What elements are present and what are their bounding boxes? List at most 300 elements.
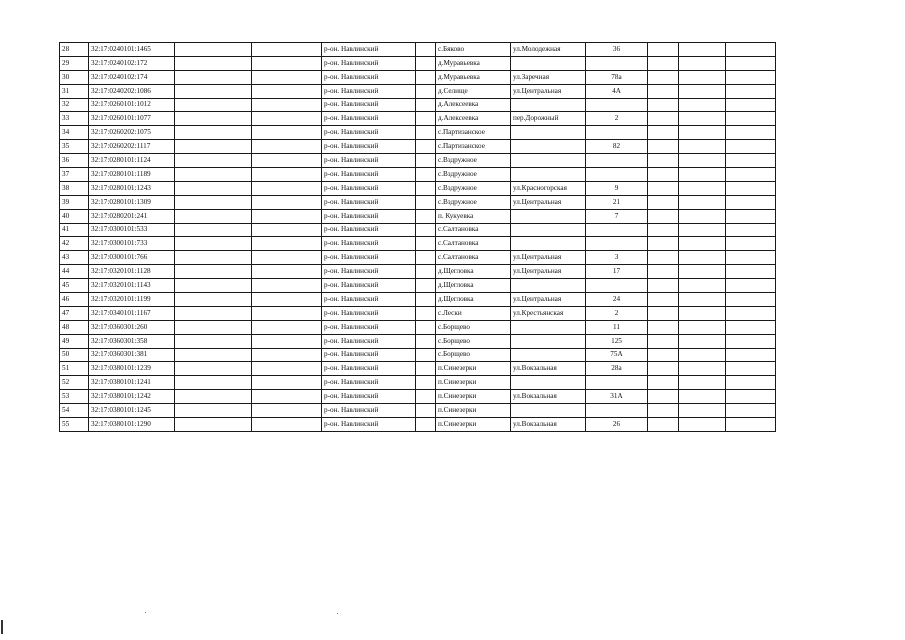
cell-street	[511, 209, 586, 223]
table-row	[60, 70, 776, 84]
cell-empty	[416, 293, 436, 307]
cell-cadastral-number: 32:17:0260101:1077	[89, 112, 175, 126]
cell-empty	[726, 418, 776, 432]
cell-cadastral-number: 32:17:0240101:1465	[89, 43, 175, 57]
cell-empty	[726, 306, 776, 320]
cell-empty	[252, 98, 322, 112]
cell-street: ул.Центральная	[511, 265, 586, 279]
cell-empty	[726, 209, 776, 223]
cell-empty	[175, 320, 252, 334]
cell-house-number: 9	[586, 181, 648, 195]
cell-empty	[648, 126, 679, 140]
cell-empty	[726, 293, 776, 307]
cell-empty	[726, 168, 776, 182]
cell-empty	[416, 279, 436, 293]
cell-row-number: 36	[60, 154, 89, 168]
cell-empty	[648, 168, 679, 182]
scan-edge-mark	[1, 620, 3, 634]
cell-cadastral-number: 32:17:0240102:174	[89, 70, 175, 84]
cell-house-number	[586, 404, 648, 418]
cell-empty	[416, 265, 436, 279]
cell-settlement: с.Вздружное	[436, 195, 511, 209]
cell-empty	[416, 168, 436, 182]
cell-settlement: с.Партизанское	[436, 140, 511, 154]
cell-district: р-он. Навлинский	[322, 293, 416, 307]
cell-empty	[648, 376, 679, 390]
cell-empty	[726, 334, 776, 348]
cell-empty	[416, 56, 436, 70]
cell-district: р-он. Навлинский	[322, 126, 416, 140]
cell-house-number	[586, 237, 648, 251]
cell-empty	[416, 237, 436, 251]
cell-row-number: 46	[60, 293, 89, 307]
cell-empty	[175, 43, 252, 57]
cell-empty	[726, 237, 776, 251]
cell-house-number	[586, 154, 648, 168]
cell-empty	[416, 418, 436, 432]
cell-district: р-он. Навлинский	[322, 251, 416, 265]
cell-empty	[416, 209, 436, 223]
cell-settlement: п.Синезерки	[436, 418, 511, 432]
cell-empty	[416, 320, 436, 334]
cell-district: р-он. Навлинский	[322, 223, 416, 237]
cell-empty	[648, 56, 679, 70]
cell-district: р-он. Навлинский	[322, 306, 416, 320]
scan-speck	[337, 613, 338, 614]
cell-empty	[416, 70, 436, 84]
table-row	[60, 306, 776, 320]
table-row	[60, 195, 776, 209]
cell-settlement: д.Селище	[436, 84, 511, 98]
cell-empty	[726, 265, 776, 279]
cell-empty	[679, 168, 726, 182]
cell-district: р-он. Навлинский	[322, 140, 416, 154]
cell-empty	[252, 404, 322, 418]
cell-empty	[648, 390, 679, 404]
cell-empty	[416, 376, 436, 390]
table-row	[60, 293, 776, 307]
cell-empty	[648, 265, 679, 279]
cell-empty	[252, 84, 322, 98]
cell-district: р-он. Навлинский	[322, 390, 416, 404]
cell-empty	[416, 140, 436, 154]
cell-empty	[648, 84, 679, 98]
cell-empty	[252, 320, 322, 334]
cell-row-number: 49	[60, 334, 89, 348]
cell-district: р-он. Навлинский	[322, 320, 416, 334]
cell-cadastral-number: 32:17:0380101:1239	[89, 362, 175, 376]
cell-empty	[252, 237, 322, 251]
table-row	[60, 98, 776, 112]
cell-house-number: 3	[586, 251, 648, 265]
cell-empty	[648, 43, 679, 57]
cell-empty	[726, 376, 776, 390]
cell-district: р-он. Навлинский	[322, 181, 416, 195]
cell-district: р-он. Навлинский	[322, 154, 416, 168]
cell-empty	[679, 418, 726, 432]
cell-row-number: 28	[60, 43, 89, 57]
cell-house-number	[586, 98, 648, 112]
cell-row-number: 55	[60, 418, 89, 432]
cell-empty	[726, 195, 776, 209]
cell-settlement: п.Синезерки	[436, 376, 511, 390]
cell-street: ул.Вокзальная	[511, 362, 586, 376]
cell-empty	[175, 112, 252, 126]
cell-row-number: 35	[60, 140, 89, 154]
cell-empty	[416, 181, 436, 195]
cell-empty	[252, 418, 322, 432]
cell-empty	[252, 56, 322, 70]
cell-empty	[726, 404, 776, 418]
cell-empty	[648, 237, 679, 251]
cell-empty	[416, 43, 436, 57]
cell-cadastral-number: 32:17:0260101:1012	[89, 98, 175, 112]
cell-settlement: с.Бяково	[436, 43, 511, 57]
cell-empty	[252, 140, 322, 154]
cell-empty	[416, 404, 436, 418]
cell-district: р-он. Навлинский	[322, 209, 416, 223]
cell-empty	[726, 279, 776, 293]
cell-empty	[726, 56, 776, 70]
cell-house-number: 26	[586, 418, 648, 432]
cell-settlement: п.Синезерки	[436, 404, 511, 418]
cell-empty	[648, 209, 679, 223]
cell-cadastral-number: 32:17:0240102:172	[89, 56, 175, 70]
cell-row-number: 48	[60, 320, 89, 334]
cell-cadastral-number: 32:17:0380101:1241	[89, 376, 175, 390]
cell-empty	[726, 154, 776, 168]
cell-house-number: 31А	[586, 390, 648, 404]
cell-empty	[648, 404, 679, 418]
cell-empty	[648, 251, 679, 265]
cell-street	[511, 56, 586, 70]
cell-street	[511, 223, 586, 237]
cell-row-number: 42	[60, 237, 89, 251]
cell-empty	[175, 293, 252, 307]
cell-empty	[252, 112, 322, 126]
cell-empty	[252, 376, 322, 390]
cell-empty	[679, 237, 726, 251]
cell-settlement: д.Муравьевка	[436, 56, 511, 70]
cell-row-number: 40	[60, 209, 89, 223]
cell-empty	[648, 362, 679, 376]
cell-house-number: 82	[586, 140, 648, 154]
cell-street: ул.Центральная	[511, 84, 586, 98]
cell-settlement: п. Кукуевка	[436, 209, 511, 223]
cell-empty	[175, 98, 252, 112]
cell-empty	[252, 223, 322, 237]
cell-district: р-он. Навлинский	[322, 112, 416, 126]
cell-empty	[175, 237, 252, 251]
cell-empty	[416, 195, 436, 209]
cell-district: р-он. Навлинский	[322, 279, 416, 293]
cell-empty	[175, 195, 252, 209]
cell-row-number: 47	[60, 306, 89, 320]
cell-empty	[726, 140, 776, 154]
cell-empty	[175, 70, 252, 84]
cell-empty	[175, 181, 252, 195]
cell-empty	[726, 84, 776, 98]
cell-empty	[679, 70, 726, 84]
cell-empty	[648, 223, 679, 237]
cell-empty	[416, 154, 436, 168]
cell-cadastral-number: 32:17:0360301:260	[89, 320, 175, 334]
cell-empty	[679, 306, 726, 320]
cell-street	[511, 140, 586, 154]
cell-street: ул.Красногорская	[511, 181, 586, 195]
cell-empty	[679, 404, 726, 418]
cell-empty	[726, 70, 776, 84]
cell-house-number	[586, 126, 648, 140]
cell-settlement: с.Борщево	[436, 334, 511, 348]
table-row	[60, 362, 776, 376]
cell-cadastral-number: 32:17:0240202:1086	[89, 84, 175, 98]
cell-street: ул.Вокзальная	[511, 418, 586, 432]
cell-empty	[252, 390, 322, 404]
cell-settlement: с.Салтановка	[436, 251, 511, 265]
cell-empty	[252, 265, 322, 279]
cell-row-number: 31	[60, 84, 89, 98]
cell-empty	[648, 418, 679, 432]
cell-empty	[648, 112, 679, 126]
cell-empty	[726, 126, 776, 140]
cell-empty	[252, 279, 322, 293]
cell-empty	[726, 320, 776, 334]
cell-empty	[679, 154, 726, 168]
cell-row-number: 41	[60, 223, 89, 237]
cell-cadastral-number: 32:17:0260202:1117	[89, 140, 175, 154]
cell-empty	[175, 418, 252, 432]
cell-empty	[252, 209, 322, 223]
cell-district: р-он. Навлинский	[322, 70, 416, 84]
cell-empty	[416, 334, 436, 348]
cell-empty	[252, 251, 322, 265]
cell-empty	[679, 223, 726, 237]
cell-house-number: 75А	[586, 348, 648, 362]
cell-empty	[648, 320, 679, 334]
cell-cadastral-number: 32:17:0260202:1075	[89, 126, 175, 140]
table-row	[60, 209, 776, 223]
cell-district: р-он. Навлинский	[322, 84, 416, 98]
cell-row-number: 38	[60, 181, 89, 195]
cell-empty	[252, 362, 322, 376]
cell-empty	[679, 320, 726, 334]
table-row	[60, 418, 776, 432]
cell-row-number: 34	[60, 126, 89, 140]
table-body	[60, 43, 776, 432]
cell-street	[511, 334, 586, 348]
cell-empty	[679, 279, 726, 293]
cell-cadastral-number: 32:17:0280201:241	[89, 209, 175, 223]
cell-empty	[416, 112, 436, 126]
table-row	[60, 279, 776, 293]
cell-empty	[648, 98, 679, 112]
cell-empty	[175, 265, 252, 279]
cell-empty	[175, 168, 252, 182]
cell-cadastral-number: 32:17:0360301:358	[89, 334, 175, 348]
cell-empty	[252, 195, 322, 209]
cell-empty	[726, 390, 776, 404]
cell-district: р-он. Навлинский	[322, 348, 416, 362]
cell-street	[511, 98, 586, 112]
cell-empty	[416, 306, 436, 320]
cell-settlement: д.Муравьевка	[436, 70, 511, 84]
cell-house-number	[586, 376, 648, 390]
cell-cadastral-number: 32:17:0280101:1189	[89, 168, 175, 182]
cell-empty	[679, 140, 726, 154]
cell-empty	[252, 334, 322, 348]
cell-empty	[648, 348, 679, 362]
table-row	[60, 251, 776, 265]
cell-district: р-он. Навлинский	[322, 98, 416, 112]
cell-row-number: 30	[60, 70, 89, 84]
cell-street	[511, 237, 586, 251]
cell-empty	[175, 404, 252, 418]
cell-empty	[679, 265, 726, 279]
cell-house-number	[586, 223, 648, 237]
cell-street	[511, 126, 586, 140]
cell-empty	[175, 376, 252, 390]
cell-empty	[252, 70, 322, 84]
cell-street	[511, 348, 586, 362]
cell-empty	[679, 43, 726, 57]
cell-street: ул.Центральная	[511, 251, 586, 265]
cell-empty	[648, 334, 679, 348]
table-row	[60, 126, 776, 140]
cell-cadastral-number: 32:17:0320101:1143	[89, 279, 175, 293]
cell-empty	[679, 362, 726, 376]
cell-empty	[416, 126, 436, 140]
cell-house-number	[586, 279, 648, 293]
cell-empty	[648, 306, 679, 320]
cell-row-number: 32	[60, 98, 89, 112]
cell-district: р-он. Навлинский	[322, 168, 416, 182]
cell-house-number: 2	[586, 306, 648, 320]
table-row	[60, 404, 776, 418]
cell-row-number: 43	[60, 251, 89, 265]
cell-street	[511, 154, 586, 168]
cell-empty	[679, 56, 726, 70]
cell-house-number: 17	[586, 265, 648, 279]
cell-house-number: 36	[586, 43, 648, 57]
cell-empty	[175, 209, 252, 223]
cell-empty	[252, 126, 322, 140]
cell-empty	[416, 348, 436, 362]
cell-cadastral-number: 32:17:0380101:1245	[89, 404, 175, 418]
cell-empty	[679, 126, 726, 140]
cell-empty	[679, 376, 726, 390]
cell-district: р-он. Навлинский	[322, 404, 416, 418]
cell-empty	[726, 362, 776, 376]
cell-house-number	[586, 168, 648, 182]
cell-empty	[416, 251, 436, 265]
cell-district: р-он. Навлинский	[322, 237, 416, 251]
cell-street: ул.Центральная	[511, 293, 586, 307]
cell-empty	[175, 279, 252, 293]
cell-row-number: 29	[60, 56, 89, 70]
cell-empty	[252, 43, 322, 57]
cell-settlement: с.Борщево	[436, 348, 511, 362]
cell-settlement: с.Вздружное	[436, 168, 511, 182]
cell-empty	[726, 348, 776, 362]
cell-street	[511, 404, 586, 418]
cell-empty	[175, 251, 252, 265]
cell-empty	[252, 306, 322, 320]
cell-cadastral-number: 32:17:0280101:1124	[89, 154, 175, 168]
table-row	[60, 348, 776, 362]
cell-empty	[416, 98, 436, 112]
cell-settlement: с.Борщево	[436, 320, 511, 334]
cell-empty	[252, 348, 322, 362]
cell-cadastral-number: 32:17:0300101:733	[89, 237, 175, 251]
cell-street	[511, 168, 586, 182]
cell-empty	[252, 181, 322, 195]
cell-house-number: 7	[586, 209, 648, 223]
cell-empty	[416, 223, 436, 237]
cell-empty	[679, 209, 726, 223]
cell-row-number: 45	[60, 279, 89, 293]
cell-row-number: 44	[60, 265, 89, 279]
cell-settlement: с.Партизанское	[436, 126, 511, 140]
cell-empty	[679, 84, 726, 98]
cell-empty	[679, 98, 726, 112]
cell-district: р-он. Навлинский	[322, 418, 416, 432]
cell-empty	[175, 126, 252, 140]
cell-empty	[175, 334, 252, 348]
cell-settlement: с.Вздружное	[436, 154, 511, 168]
cell-empty	[175, 348, 252, 362]
cell-empty	[175, 362, 252, 376]
cell-house-number: 28а	[586, 362, 648, 376]
cell-empty	[175, 306, 252, 320]
cell-street	[511, 376, 586, 390]
cell-street: ул.Заречная	[511, 70, 586, 84]
table-row	[60, 181, 776, 195]
cell-row-number: 33	[60, 112, 89, 126]
table-row	[60, 376, 776, 390]
cell-empty	[252, 154, 322, 168]
cell-cadastral-number: 32:17:0300101:766	[89, 251, 175, 265]
cell-house-number: 78а	[586, 70, 648, 84]
cell-district: р-он. Навлинский	[322, 362, 416, 376]
cell-empty	[679, 293, 726, 307]
cell-settlement: д.Алексеевка	[436, 98, 511, 112]
cell-empty	[726, 181, 776, 195]
cell-empty	[679, 112, 726, 126]
cell-cadastral-number: 32:17:0380101:1290	[89, 418, 175, 432]
cell-district: р-он. Навлинский	[322, 195, 416, 209]
cell-empty	[726, 98, 776, 112]
cell-cadastral-number: 32:17:0380101:1242	[89, 390, 175, 404]
cell-empty	[416, 362, 436, 376]
cell-empty	[726, 112, 776, 126]
cell-empty	[252, 293, 322, 307]
cell-empty	[175, 84, 252, 98]
cell-settlement: п.Синезерки	[436, 362, 511, 376]
table-row	[60, 112, 776, 126]
cell-empty	[679, 334, 726, 348]
cell-house-number: 11	[586, 320, 648, 334]
table-row	[60, 43, 776, 57]
cell-empty	[175, 154, 252, 168]
cell-empty	[648, 195, 679, 209]
cell-empty	[679, 348, 726, 362]
cell-district: р-он. Навлинский	[322, 56, 416, 70]
cell-settlement: с.Салтановка	[436, 223, 511, 237]
cell-row-number: 39	[60, 195, 89, 209]
cell-settlement: д.Щегловка	[436, 279, 511, 293]
cell-empty	[648, 70, 679, 84]
